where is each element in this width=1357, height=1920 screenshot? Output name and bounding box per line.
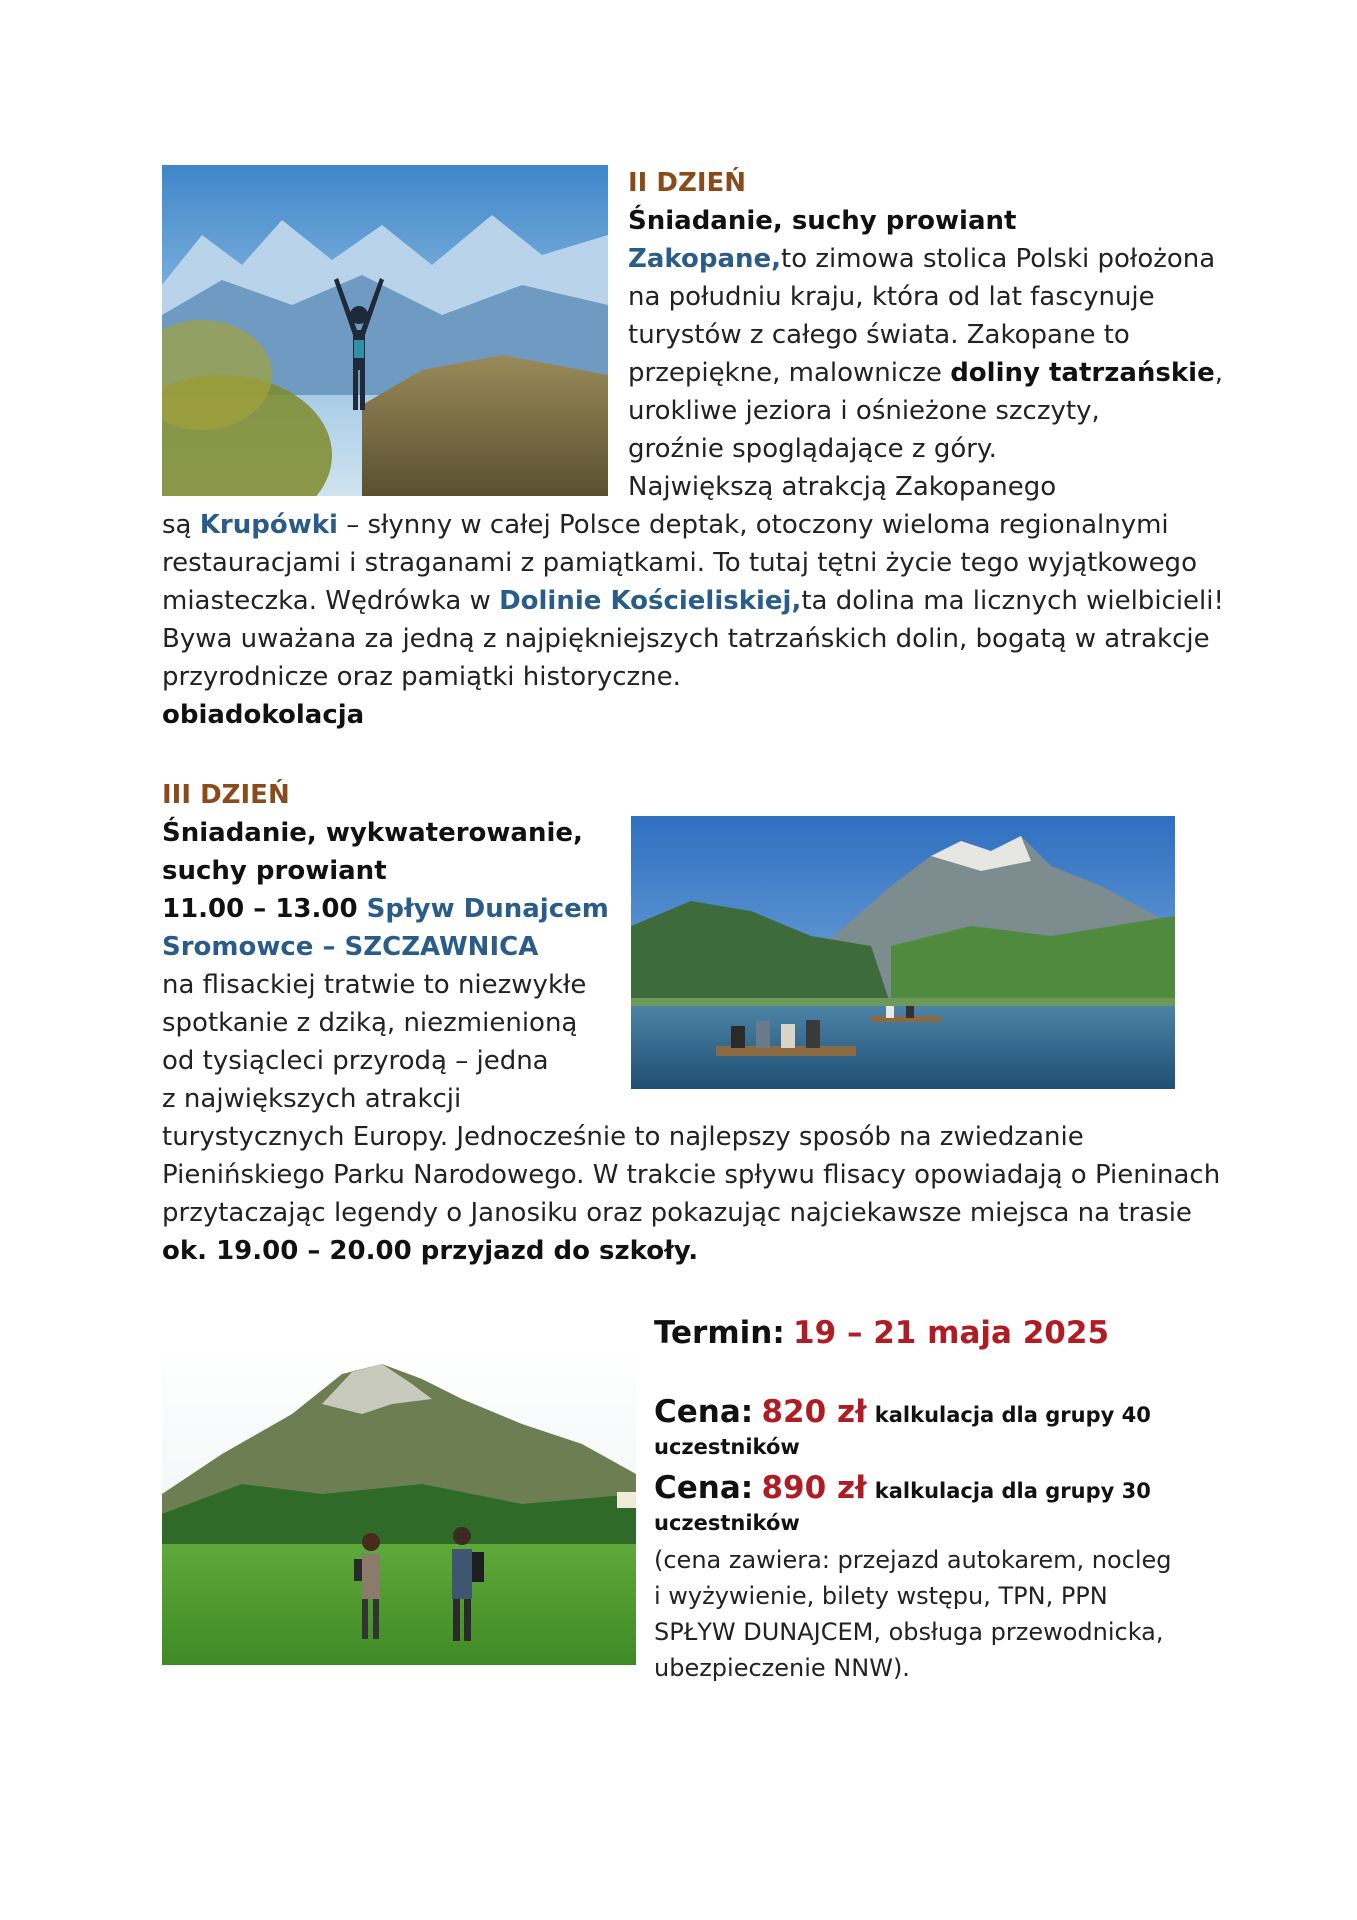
day2-line-4-post: , bbox=[1214, 358, 1223, 388]
price-label-1: Cena: bbox=[654, 1394, 754, 1430]
day3-meals-1: Śniadanie, wykwaterowanie, bbox=[162, 818, 583, 848]
photo-meadow-hikers bbox=[162, 1344, 636, 1665]
day2-line-9: restauracjami i straganami z pamiątkami. To tutaj tętni życie tego wyjątkowego bbox=[162, 548, 1197, 578]
includes-line-4: ubezpieczenie NNW). bbox=[654, 1654, 910, 1682]
day2-heading: II DZIEŃ bbox=[628, 168, 747, 198]
zakopane-label: Zakopane, bbox=[628, 244, 782, 274]
day2-line-4-pre: przepiękne, malownicze bbox=[628, 358, 951, 388]
day3-line-6: Pienińskiego Parku Narodowego. W trakcie spływu flisacy opowiadają o Pieninach bbox=[162, 1160, 1221, 1190]
day2-line-8-post: – słynny w całej Polsce deptak, otoczony wieloma regionalnymi bbox=[337, 510, 1169, 540]
day2-line-12: przyrodnicze oraz pamiątki historyczne. bbox=[162, 662, 681, 692]
day2-line-10-post: ta dolina ma licznych wielbicieli! bbox=[801, 586, 1224, 616]
photo-hiker-mountains bbox=[162, 165, 608, 496]
day2-meals: Śniadanie, suchy prowiant bbox=[628, 206, 1017, 236]
day2-line-5: urokliwe jeziora i ośnieżone szczyty, bbox=[628, 396, 1100, 426]
day2-line-1-text: to zimowa stolica Polski położona bbox=[781, 244, 1216, 274]
price-note-2: kalkulacja dla grupy 30 bbox=[874, 1479, 1151, 1503]
participants-2: uczestników bbox=[654, 1511, 800, 1535]
day2-line-4 bbox=[628, 354, 1223, 392]
day2-line-3: turystów z całego świata. Zakopane to bbox=[628, 320, 1130, 350]
day3-arrival: ok. 19.00 – 20.00 przyjazd do szkoły. bbox=[162, 1236, 699, 1266]
day2-line-8-pre: są bbox=[162, 510, 200, 540]
includes-line-2: i wyżywienie, bilety wstępu, TPN, PPN bbox=[654, 1582, 1108, 1610]
price-note-1: kalkulacja dla grupy 40 bbox=[874, 1403, 1151, 1427]
day2-line-10-pre: miasteczka. Wędrówka w bbox=[162, 586, 500, 616]
day2-line-7: Największą atrakcją Zakopanego bbox=[628, 472, 1057, 502]
price-line-2 bbox=[654, 1466, 1151, 1513]
day2-line-10 bbox=[162, 582, 1224, 620]
koscieliska-label: Dolinie Kościeliskiej, bbox=[499, 586, 802, 616]
tatra-valleys-bold: doliny tatrzańskie bbox=[950, 358, 1215, 388]
price-value-1: 820 zł bbox=[761, 1394, 867, 1430]
day3-line-2: spotkanie z dziką, niezmienioną bbox=[162, 1008, 578, 1038]
krupowki-label: Krupówki bbox=[199, 510, 338, 540]
day3-line-3: od tysiącleci przyrodą – jedna bbox=[162, 1046, 549, 1076]
term-value: 19 – 21 maja 2025 bbox=[793, 1315, 1110, 1351]
price-line-1 bbox=[654, 1390, 1151, 1437]
day2-line-6: groźnie spoglądające z góry. bbox=[628, 434, 997, 464]
includes-line-1: (cena zawiera: przejazd autokarem, nocleg bbox=[654, 1546, 1172, 1574]
raft-label: Spływ Dunajcem bbox=[366, 894, 609, 924]
day3-meals-2: suchy prowiant bbox=[162, 856, 387, 886]
day3-heading: III DZIEŃ bbox=[162, 780, 290, 810]
day2-line-8 bbox=[162, 506, 1169, 544]
raft-route: Sromowce – SZCZAWNICA bbox=[162, 932, 539, 962]
raft-time: 11.00 – 13.00 bbox=[162, 894, 367, 924]
day3-time-line bbox=[162, 890, 609, 928]
day2-dinner: obiadokolacja bbox=[162, 700, 365, 730]
day3-line-4: z największych atrakcji bbox=[162, 1084, 462, 1114]
includes-line-3: SPŁYW DUNAJCEM, obsługa przewodnicka, bbox=[654, 1618, 1164, 1646]
price-value-2: 890 zł bbox=[761, 1470, 867, 1506]
day2-line-1 bbox=[628, 240, 1215, 278]
day2-line-2: na południu kraju, która od lat fascynuje bbox=[628, 282, 1155, 312]
price-label-2: Cena: bbox=[654, 1470, 754, 1506]
photo-dunajec-rafting bbox=[631, 816, 1175, 1089]
day3-line-5: turystycznych Europy. Jednocześnie to najlepszy sposób na zwiedzanie bbox=[162, 1122, 1084, 1152]
day3-line-1: na flisackiej tratwie to niezwykłe bbox=[162, 970, 587, 1000]
participants-1: uczestników bbox=[654, 1435, 800, 1459]
day2-line-11: Bywa uważana za jedną z najpiękniejszych tatrzańskich dolin, bogatą w atrakcje bbox=[162, 624, 1210, 654]
day3-line-7: przytaczając legendy o Janosiku oraz pokazując najciekawsze miejsca na trasie bbox=[162, 1198, 1192, 1228]
term-line bbox=[654, 1310, 1109, 1358]
term-label: Termin: bbox=[654, 1315, 785, 1351]
